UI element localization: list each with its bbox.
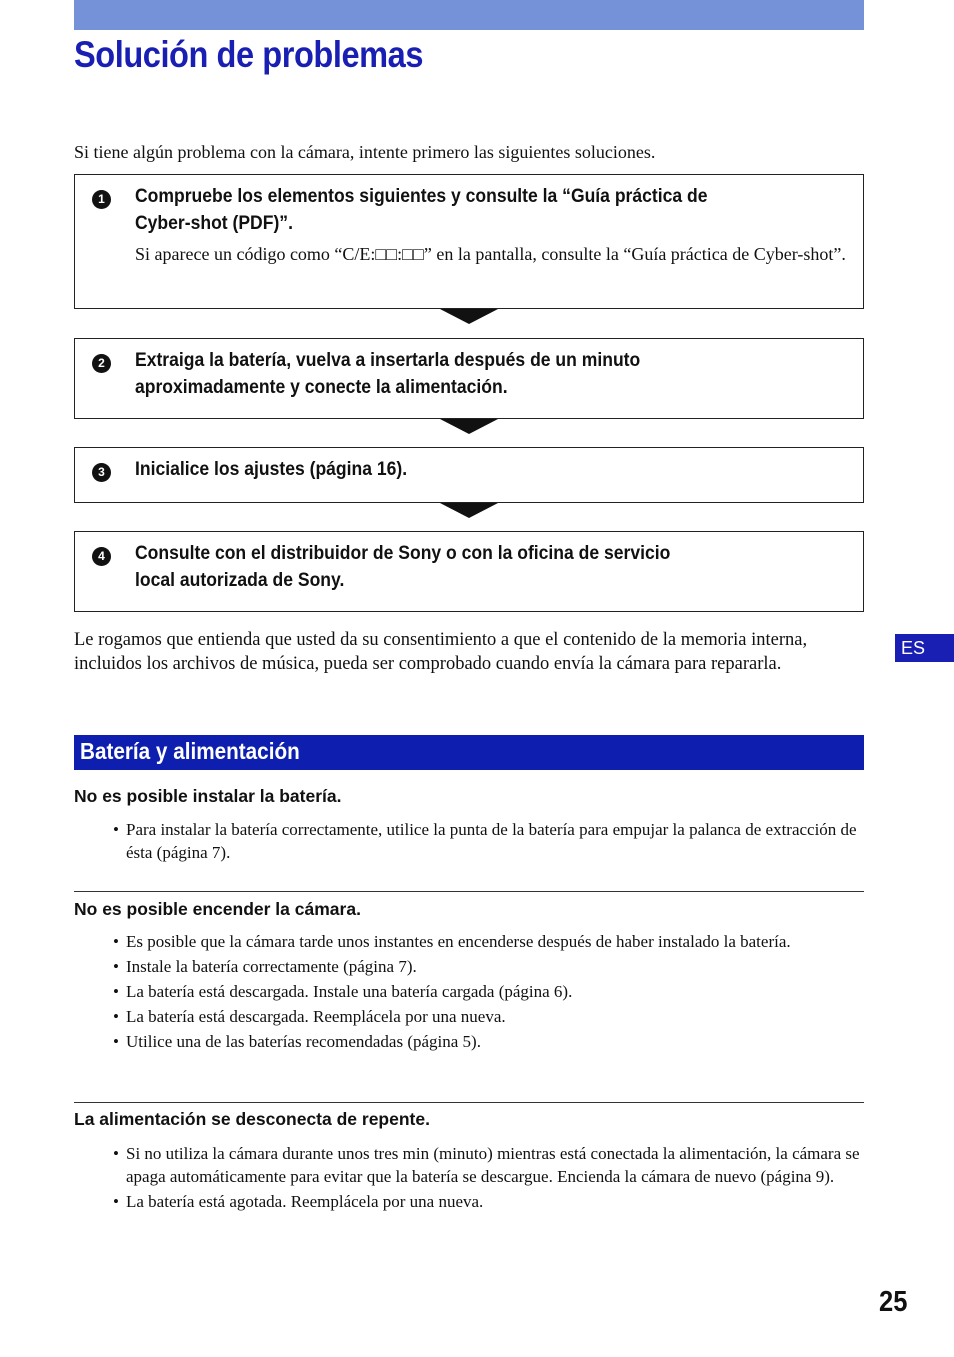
answer-list-2 <box>113 930 863 1053</box>
step-number-4: 4 <box>92 547 111 566</box>
list-item: • Es posible que la cámara tarde unos instantes en encenderse después de haber instalado la batería. <box>113 930 863 953</box>
list-item: • La batería está agotada. Reemplácela por una nueva. <box>113 1190 863 1213</box>
consent-paragraph: Le rogamos que entienda que usted da su consentimiento a que el contenido de la memoria interna, incluidos los archivos de música, pueda ser comprobado cuando envía la cámara para repararla. <box>74 630 808 674</box>
page-title: Solución de problemas <box>74 34 423 75</box>
flow-arrow-3 <box>440 503 498 518</box>
divider <box>74 1102 864 1103</box>
step-heading-4: Consulte con el distribuidor de Sony o con la oficina de servicio local autorizada de Sony. <box>135 542 671 591</box>
flow-arrow-2 <box>440 419 498 434</box>
divider <box>74 891 864 892</box>
step-box-3 <box>74 447 864 503</box>
list-item: • Para instalar la batería correctamente, utilice la punta de la batería para empujar la palanca de extracción de ésta (página 7). <box>113 818 863 864</box>
list-item: • Utilice una de las baterías recomendadas (página 5). <box>113 1030 863 1053</box>
step-heading-3: Inicialice los ajustes (página 16). <box>135 458 408 480</box>
step-heading-1: Compruebe los elementos siguientes y consulte la “Guía práctica de Cyber-shot (PDF)”. <box>135 185 708 234</box>
language-tab: ES <box>895 634 954 662</box>
page-number: 25 <box>879 1286 908 1318</box>
step-box-1 <box>74 174 864 309</box>
list-item: • Instale la batería correctamente (página 7). <box>113 955 863 978</box>
answer-list-3 <box>113 1142 863 1213</box>
step-number-2: 2 <box>92 354 111 373</box>
list-item: • La batería está descargada. Reemplácela por una nueva. <box>113 1005 863 1028</box>
step-heading-2: Extraiga la batería, vuelva a insertarla después de un minuto aproximadamente y conecte la alimentación. <box>135 349 641 398</box>
answer-list-1 <box>113 818 863 864</box>
flow-arrow-1 <box>440 309 498 324</box>
list-item: • La batería está descargada. Instale una batería cargada (página 6). <box>113 980 863 1003</box>
header-color-bar <box>74 0 864 30</box>
section-title: Batería y alimentación <box>80 738 300 764</box>
list-item: • Si no utiliza la cámara durante unos tres min (minuto) mientras está conectada la alimentación, la cámara se apaga automáticamente para evitar que la batería se descargue. Encienda la cámara de nuevo (página 9). <box>113 1142 863 1188</box>
problem-heading-1: No es posible instalar la batería. <box>74 786 342 806</box>
section-header <box>74 735 864 770</box>
step-number-3: 3 <box>92 463 111 482</box>
step-body-1: Si aparece un código como “C/E:□□:□□” en la pantalla, consulte la “Guía práctica de Cyber-shot”. <box>135 244 846 264</box>
problem-heading-3: La alimentación se desconecta de repente. <box>74 1109 430 1129</box>
intro-text: Si tiene algún problema con la cámara, intente primero las siguientes soluciones. <box>74 142 656 162</box>
step-number-1: 1 <box>92 190 111 209</box>
problem-heading-2: No es posible encender la cámara. <box>74 899 361 919</box>
step-box-4 <box>74 531 864 612</box>
step-box-2 <box>74 338 864 419</box>
